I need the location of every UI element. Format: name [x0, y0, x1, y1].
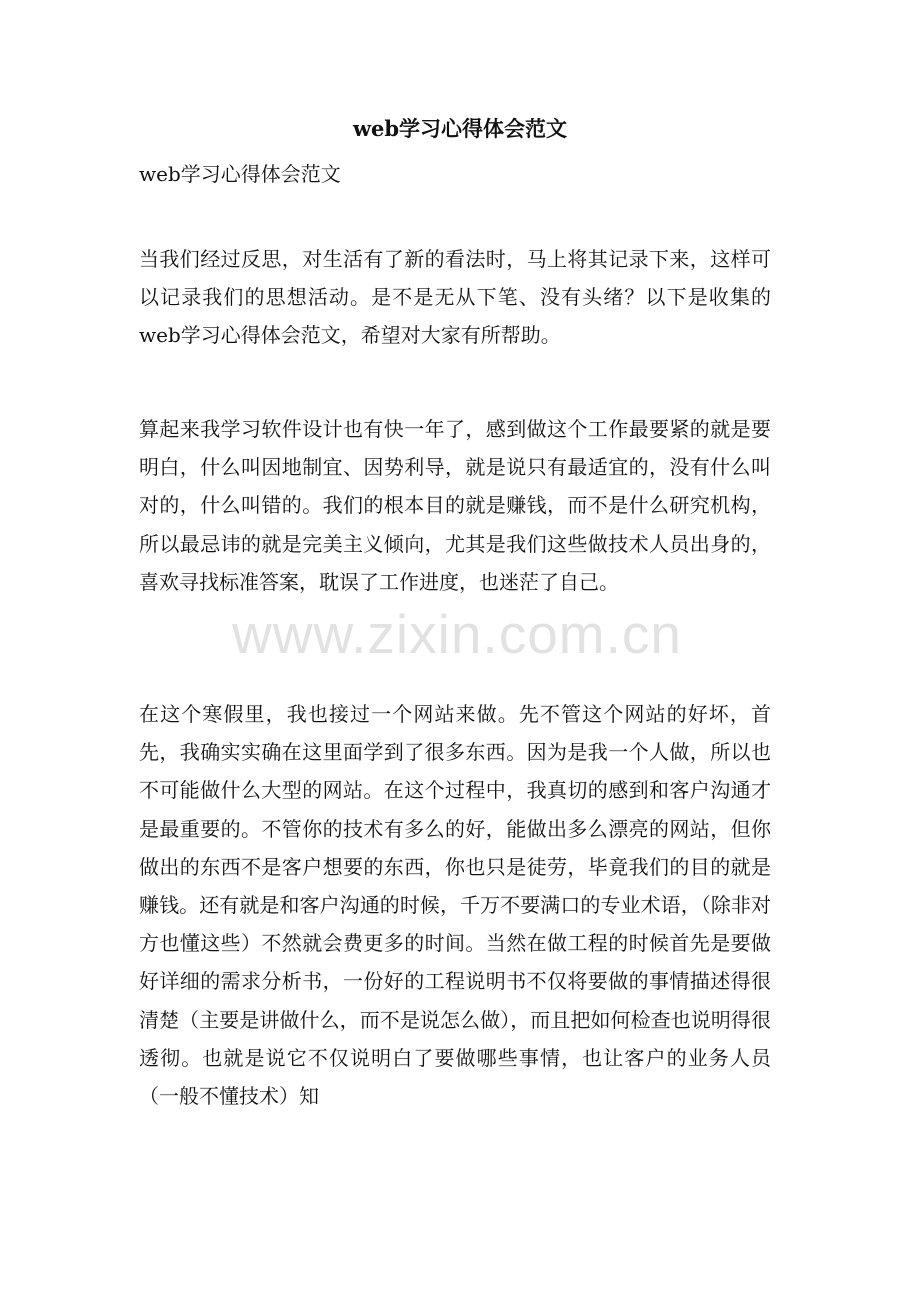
document-subtitle: web学习心得体会范文	[139, 162, 341, 186]
watermark: www.zixin.com.cn	[232, 603, 682, 665]
paragraph-website-project: 在这个寒假里，我也接过一个网站来做。先不管这个网站的好坏，首先，我确实实确在这里面学到了很多东西。因为是我一个人做，所以也不可能做什么大型的网站。在这个过程中，我真切的感到和客户沟通才是最重要的。不管你的技术有多么的好，能做出多么漂亮的网站，但你做出的东西不是客户想要的东西，你也只是徒劳，毕竟我们的目的就是赚钱。还有就是和客户沟通的时候，千万不要满口的专业术语，（除非对方也懂这些）不然就会费更多的时间。当然在做工程的时候首先是要做好详细的需求分析书，一份好的工程说明书不仅将要做的事情描述得很清楚（主要是讲做什么，而不是说怎么做），而且把如何检查也说明得很透彻。也就是说它不仅说明白了要做哪些事情，也让客户的业务人员（一般不懂技术）知	[139, 702, 771, 1109]
paragraph-software-design: 算起来我学习软件设计也有快一年了，感到做这个工作最要紧的就是要明白，什么叫因地制宜、因势利导，就是说只有最适宜的，没有什么叫对的，什么叫错的。我们的根本目的就是赚钱，而不是什么研究机构，所以最忌讳的就是完美主义倾向，尤其是我们这些做技术人员出身的，喜欢寻找标准答案，耽误了工作进度，也迷茫了自己。	[139, 417, 771, 594]
paragraph-intro: 当我们经过反思，对生活有了新的看法时，马上将其记录下来，这样可以记录我们的思想活动。是不是无从下笔、没有头绪？以下是收集的web学习心得体会范文，希望对大家有所帮助。	[139, 247, 771, 348]
document-title: web学习心得体会范文	[352, 116, 568, 141]
